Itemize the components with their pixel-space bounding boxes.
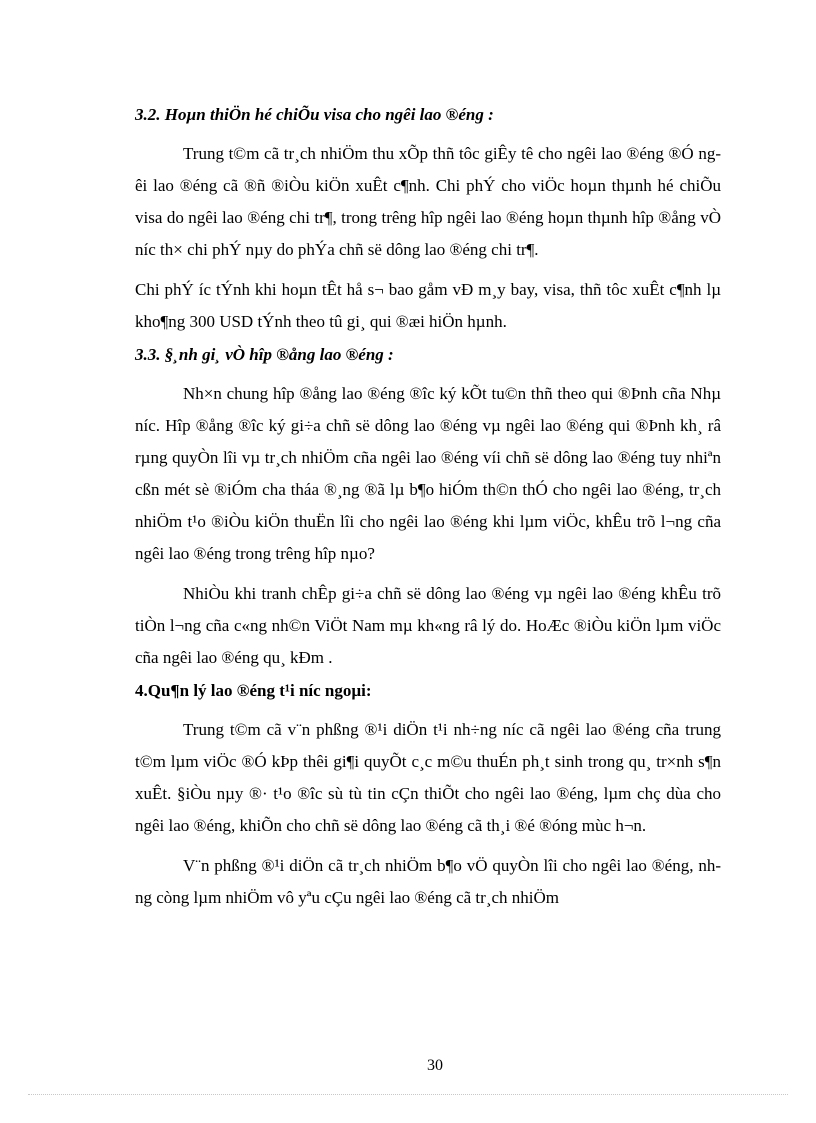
paragraph: Trung t©m cã tr¸ch nhiÖm thu xÕp thñ tôc giÊy tê cho ngêi lao ®éng ®Ó ngêi lao ®éng cã ®ñ ®iÒu kiÖn xuÊt c¶nh. Chi phÝ cho viÖc hoµn thµnh hé chiÕu visa do ngêi lao ®éng chi tr¶, trong trêng hîp ngêi lao ®éng hoµn thµnh hîp ®ång vÒ níc th× chi phÝ nµy do phÝa chñ së dông lao ®éng chi tr¶.: [135, 144, 721, 259]
paragraph: Nh×n chung hîp ®ång lao ®éng ®îc ký kÕt tu©n thñ theo qui ®Þnh cña Nhµ níc. Hîp ®ång ®îc ký gi÷a chñ së dông lao ®éng vµ ngêi lao ®éng qui ®Þnh kh¸ râ rµng quyÒn lîi vµ tr¸ch nhiÖm cña ngêi lao ®éng víi chñ së dông lao ®éng tuy nhiªn cßn mét sè ®iÓm cha tháa ®¸ng ®ã lµ b¶o hiÓm th©n thÓ cho ngêi lao ®éng, tr¸ch nhiÖm t¹o ®iÒu kiÖn thuËn lîi cho ngêi lao ®éng khi lµm viÖc, khÊu trõ l¬ng cña ngêi lao ®éng trong trêng hîp nµo?: [135, 384, 721, 563]
page-bottom-divider: [28, 1094, 788, 1095]
page-content: [135, 102, 721, 922]
paragraph: V¨n phßng ®¹i diÖn cã tr¸ch nhiÖm b¶o vÖ quyÒn lîi cho ngêi lao ®éng, nhng còng lµm nhiÖm vô yªu cÇu ngêi lao ®éng cã tr¸ch nhiÖm: [135, 856, 721, 907]
page-number: 30: [427, 1057, 443, 1074]
section-heading-3-3: 3.3. §¸nh gi¸ vÒ hîp ®ång lao ®éng :: [135, 345, 394, 364]
section-heading-4: 4.Qu¶n lý lao ®éng t¹i níc ngoµi:: [135, 681, 372, 700]
paragraph: Trung t©m cã v¨n phßng ®¹i diÖn t¹i nh÷ng níc cã ngêi lao ®éng cña trung t©m lµm viÖc ®Ó kÞp thêi gi¶i quyÕt c¸c m©u thuÉn ph¸t sinh trong qu¸ tr×nh s¶n xuÊt. §iÒu nµy ®· t¹o ®îc sù tù tin cÇn thiÕt cho ngêi lao ®éng, lµm chç dùa cho ngêi lao ®éng, khiÕn cho chñ së dông lao ®éng cã th¸i ®é ®óng mùc h¬n.: [135, 720, 721, 835]
paragraph: Chi phÝ íc tÝnh khi hoµn tÊt hå s¬ bao gåm vÐ m¸y bay, visa, thñ tôc xuÊt c¶nh lµ kho¶ng 300 USD tÝnh theo tû gi¸ qui ®æi hiÖn hµnh.: [135, 280, 721, 331]
section-heading-3-2: 3.2. Hoµn thiÖn hé chiÕu visa cho ngêi lao ®éng :: [135, 105, 494, 124]
paragraph: NhiÒu khi tranh chÊp gi÷a chñ së dông lao ®éng vµ ngêi lao ®éng khÊu trõ tiÒn l¬ng cña c«ng nh©n ViÖt Nam mµ kh«ng râ lý do. HoÆc ®iÒu kiÖn lµm viÖc cña ngêi lao ®éng qu¸ kÐm .: [135, 584, 721, 667]
